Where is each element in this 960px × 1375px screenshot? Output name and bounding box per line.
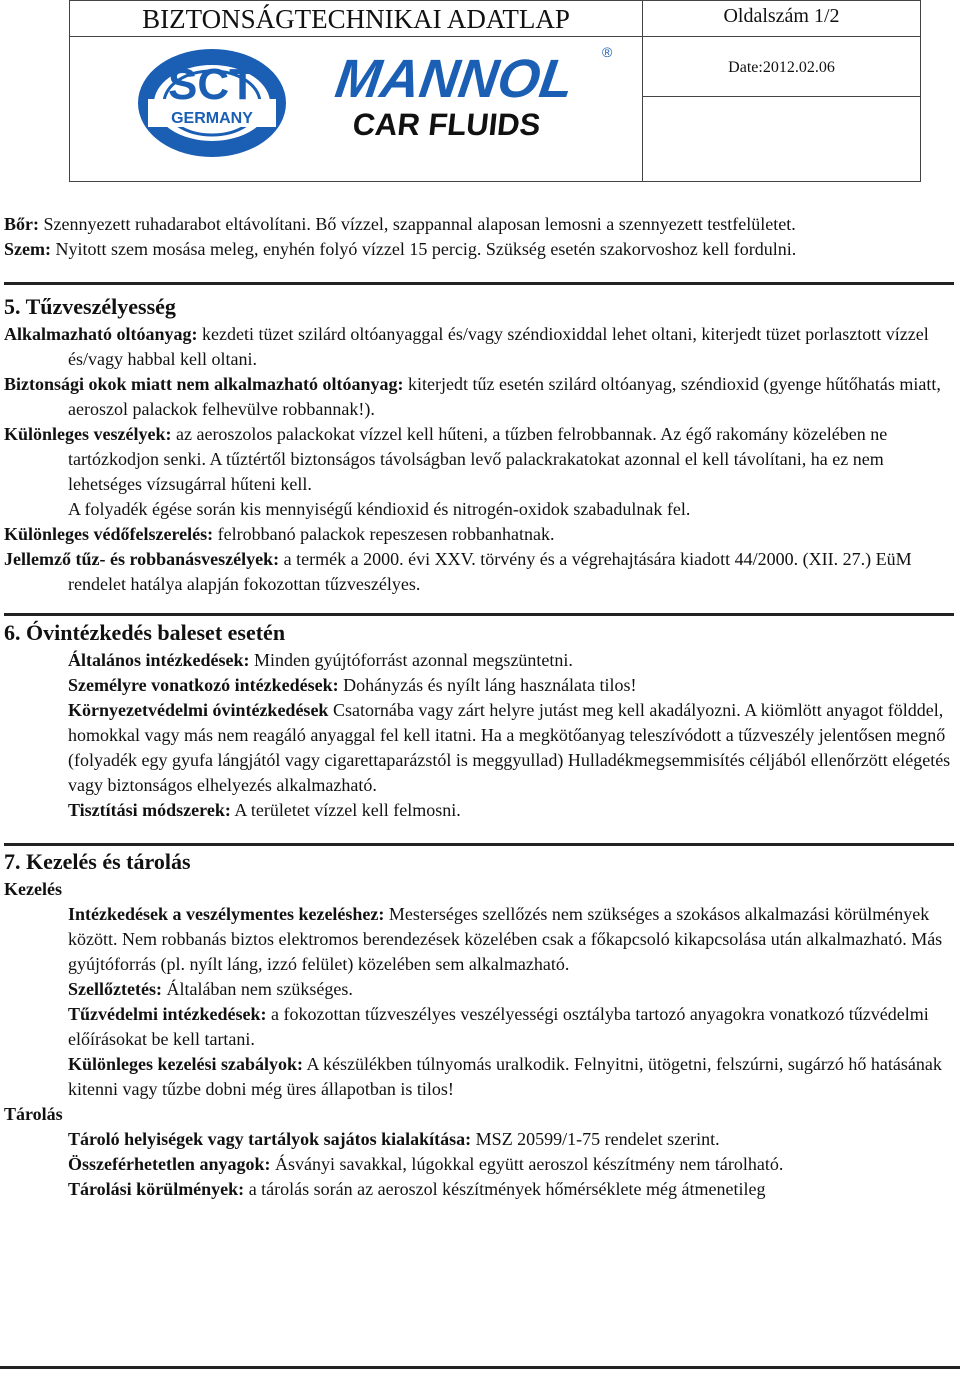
s5-item <box>4 322 954 372</box>
s6-item <box>4 698 954 798</box>
s6-item <box>4 798 954 823</box>
s5-item-label: Jellemző tűz- és robbanásveszélyek: <box>4 549 280 569</box>
s5-item <box>4 547 954 597</box>
handling-item <box>4 977 954 1002</box>
logo-graphic <box>70 37 642 180</box>
handling-item <box>4 1002 954 1052</box>
germany-text: GERMANY <box>171 110 253 127</box>
s5-item-text: A folyadék égése során kis mennyiségű kéndioxid és nitrogén-oxidok szabadulnak fel. <box>68 499 691 519</box>
handling-item <box>4 1052 954 1102</box>
first-aid-skin <box>4 212 954 237</box>
document-header <box>69 0 921 182</box>
eye-text: Nyitott szem mosása meleg, enyhén folyó vízzel 15 percig. Szükség esetén szakorvoshoz kell fordulni. <box>50 239 797 259</box>
registered-mark: ® <box>602 44 613 60</box>
handling-heading <box>4 877 954 902</box>
document-body <box>4 212 954 1202</box>
section-6-title-text: 6. Óvintézkedés baleset esetén <box>4 620 286 645</box>
s5-item-text: a termék a 2000. évi XXV. törvény és a végrehajtására kiadott 44/2000. (XII. 27.) EüM rendelet hatálya alapján fokozottan tűzveszélyes. <box>68 549 912 594</box>
handling-heading-text: Kezelés <box>4 879 62 899</box>
s5-item <box>4 372 954 422</box>
storage-item-text: MSZ 20599/1-75 rendelet szerint. <box>471 1129 720 1149</box>
s6-item-label: Környezetvédelmi óvintézkedések <box>68 700 329 720</box>
s5-item-label: Különleges veszélyek: <box>4 424 172 444</box>
storage-item-label: Tároló helyiségek vagy tartályok sajátos kialakítása: <box>68 1129 472 1149</box>
first-aid-eye <box>4 237 954 262</box>
handling-item-label: Tűzvédelmi intézkedések: <box>68 1004 267 1024</box>
document-date: Date:2012.02.06 <box>643 37 920 97</box>
s6-item-label: Tisztítási módszerek: <box>68 800 231 820</box>
storage-item <box>4 1152 954 1177</box>
s6-item-text: Csatornába vagy zárt helyre jutást meg kell akadályozni. A kiömlött anyagot földdel, homokkal vagy más nem reagáló anyaggal fel kell itatni. Ha a megkötőanyag teleszívódott a tűzveszély jelentősen megnő (folyadék egy gyufa lángjától vagy cigarettaparázstól is meggyullad) Hulladékmegsemmisítés céljából ellenőrzött elégetés vagy biztonságos elhelyezés alkalmazható. <box>68 700 951 795</box>
mannol-text: MANNOL <box>331 49 578 109</box>
s5-item-label: Biztonsági okok miatt nem alkalmazható oltóanyag: <box>4 374 404 394</box>
s6-item <box>4 673 954 698</box>
handling-item-text: A készülékben túlnyomás uralkodik. Felnyitni, ütögetni, felszúrni, sugárzó hő hatásának kitenni vagy tűzbe dobni még üres állapotban is tilos! <box>68 1054 942 1099</box>
s5-item-text: felrobbanó palackok repeszesen robbanhatnak. <box>213 524 555 544</box>
section-5-title-text: 5. Tűzveszélyesség <box>4 294 176 319</box>
s6-item-label: Általános intézkedések: <box>68 650 250 670</box>
sct-text: SCT <box>168 60 256 109</box>
handling-item-text: Mesterséges szellőzés nem szükséges a szokásos alkalmazási körülmények között. Nem robbanás biztos elektromos berendezések közelében csak a főkapcsoló kikapcsolása után alkalmazható. Más gyújtóforrás (pl. nyílt láng, izzó felület) közelében sem alkalmazható. <box>68 904 943 974</box>
handling-item-text: a fokozottan tűzveszélyes veszélyességi osztályba tartozó anyagokra vonatkozó tűzvédelmi előírásokat be kell tartani. <box>68 1004 929 1049</box>
s5-item-text: kiterjedt tűz esetén szilárd oltóanyag, széndioxid (gyenge hűtőhatás miatt, aeroszol palackok felhevülve robbannak!). <box>68 374 941 419</box>
car-fluids-text: CAR FLUIDS <box>350 107 543 142</box>
section-7-title <box>4 847 954 877</box>
s6-item-text: A területet vízzel kell felmosni. <box>230 800 461 820</box>
s5-item <box>4 522 954 547</box>
storage-item <box>4 1177 954 1202</box>
section-5-title <box>4 292 954 322</box>
storage-heading <box>4 1102 954 1127</box>
page-bottom-rule <box>0 1366 960 1369</box>
brand-logo <box>70 37 643 181</box>
s6-item-text: Dohányzás és nyílt láng használata tilos! <box>338 675 637 695</box>
s5-item <box>4 497 954 522</box>
handling-item <box>4 902 954 977</box>
s5-item-text: az aeroszolos palackokat vízzel kell hűteni, a tűzben felrobbannak. Az égő rakomány közelében ne tartózkodjon senki. A tűztértől biztonságos távolságban levő palackrakatokat azonnal el kell távolítani, ha ez nem lehetséges vízsugárral hűteni kell. <box>68 424 888 494</box>
handling-item-label: Intézkedések a veszélymentes kezeléshez: <box>68 904 385 924</box>
s5-item-label: Alkalmazható oltóanyag: <box>4 324 198 344</box>
s5-item-text: kezdeti tüzet szilárd oltóanyaggal és/vagy széndioxiddal lehet oltani, kiterjedt tüzet porlasztott vízzel és/vagy habbal kell oltani. <box>68 324 929 369</box>
storage-item-label: Tárolási körülmények: <box>68 1179 245 1199</box>
s5-item <box>4 422 954 497</box>
section-6-title <box>4 618 954 648</box>
eye-label: Szem: <box>4 239 51 259</box>
skin-label: Bőr: <box>4 214 39 234</box>
storage-item-label: Összeférhetetlen anyagok: <box>68 1154 271 1174</box>
storage-item <box>4 1127 954 1152</box>
page-number: Oldalszám 1/2 <box>643 1 920 37</box>
handling-item-label: Különleges kezelési szabályok: <box>68 1054 303 1074</box>
handling-item-label: Szellőztetés: <box>68 979 162 999</box>
s6-item <box>4 648 954 673</box>
storage-item-text: a tárolás során az aeroszol készítmények hőmérséklete még átmenetileg <box>244 1179 766 1199</box>
skin-text: Szennyezett ruhadarabot eltávolítani. Bő vízzel, szappannal alaposan lemosni a szennyezett testfelületet. <box>39 214 796 234</box>
storage-heading-text: Tárolás <box>4 1104 63 1124</box>
s6-item-text: Minden gyújtóforrást azonnal megszüntetni. <box>249 650 573 670</box>
section-7-title-text: 7. Kezelés és tárolás <box>4 849 191 874</box>
document-title: BIZTONSÁGTECHNIKAI ADATLAP <box>70 1 643 37</box>
s6-item-label: Személyre vonatkozó intézkedések: <box>68 675 339 695</box>
s5-item-label: Különleges védőfelszerelés: <box>4 524 214 544</box>
handling-item-text: Általában nem szükséges. <box>161 979 353 999</box>
storage-item-text: Ásványi savakkal, lúgokkal együtt aeroszol készítmény nem tárolható. <box>270 1154 784 1174</box>
